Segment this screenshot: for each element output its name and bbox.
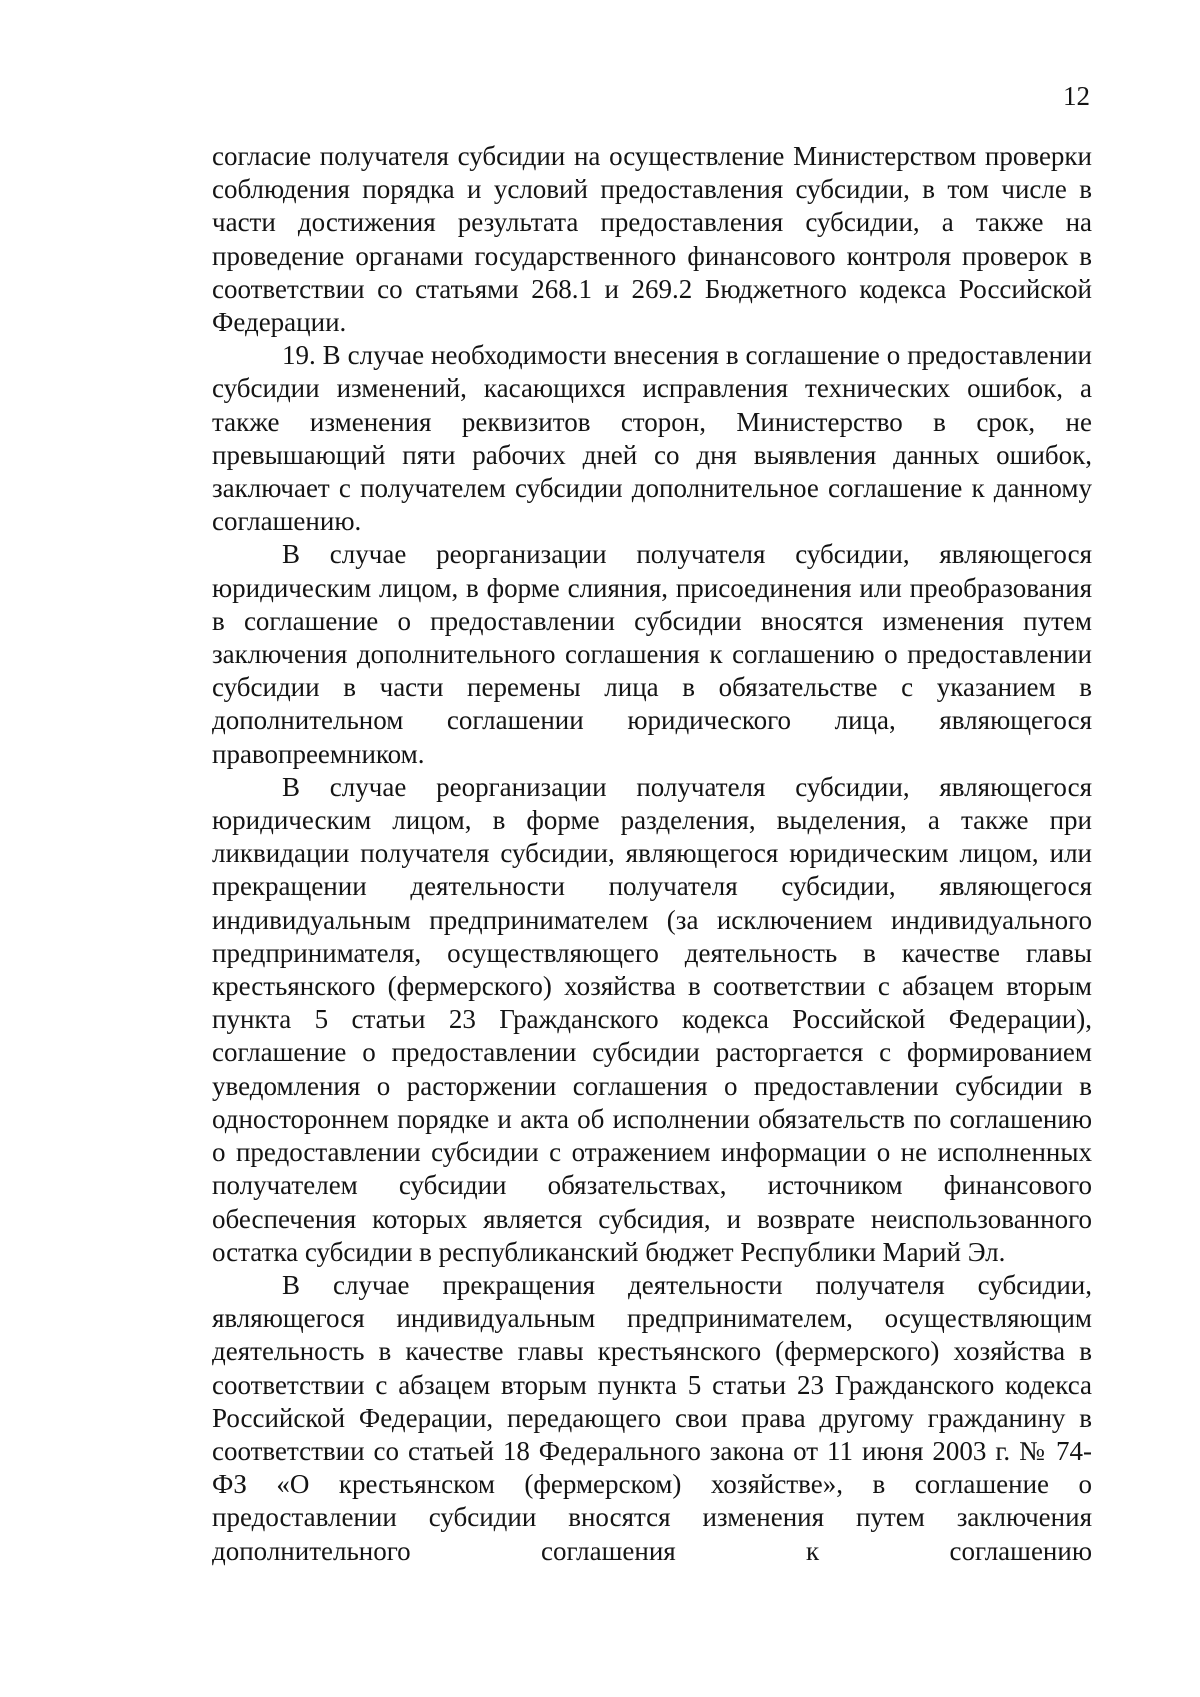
page-number: 12 bbox=[1063, 81, 1090, 111]
paragraph-19-corrections: 19. В случае необходимости внесения в соглашение о предоставлении субсидии изменений, касающихся исправления технических ошибок, а также изменения реквизитов сторон, Министерство в срок, не превышающий пяти рабочих дней со дня выявления данных ошибок, заключает с получателем субсидии дополнительное соглашение к данному соглашению. bbox=[212, 340, 1092, 537]
paragraph-reorganization-merger: В случае реорганизации получателя субсидии, являющегося юридическим лицом, в форме слияния, присоединения или преобразования в соглашение о предоставлении субсидии вносятся изменения путем заключения дополнительного соглашения к соглашению о предоставлении субсидии в части перемены лица в обязательстве с указанием в дополнительном соглашении юридического лица, являющегося правопреемником. bbox=[212, 539, 1092, 769]
paragraph-consent-continuation: согласие получателя субсидии на осуществление Министерством проверки соблюдения порядка и условий предоставления субсидии, в том числе в части достижения результата предоставления субсидии, а также на проведение органами государственного финансового контроля проверок в соответствии со статьями 268.1 и 269.2 Бюджетного кодекса Российской Федерации. bbox=[212, 141, 1092, 338]
paragraph-reorganization-division: В случае реорганизации получателя субсидии, являющегося юридическим лицом, в форме разделения, выделения, а также при ликвидации получателя субсидии, являющегося юридическим лицом, или прекращении деятельности получателя субсидии, являющегося индивидуальным предпринимателем (за исключением индивидуального предпринимателя, осуществляющего деятельность в качестве главы крестьянского (фермерского) хозяйства в соответствии с абзацем вторым пункта 5 статьи 23 Гражданского кодекса Российской Федерации), соглашение о предоставлении субсидии расторгается с формированием уведомления о расторжении соглашения о предоставлении субсидии в одностороннем порядке и акта об исполнении обязательств по соглашению о предоставлении субсидии с отражением информации о не исполненных получателем субсидии обязательствах, источником финансового обеспечения которых является субсидия, и возврате неиспользованного остатка субсидии в республиканский бюджет Республики Марий Эл. bbox=[212, 771, 1092, 1267]
paragraph-farm-head-termination: В случае прекращения деятельности получателя субсидии, являющегося индивидуальным предпринимателем, осуществляющим деятельность в качестве главы крестьянского (фермерского) хозяйства в соответствии с абзацем вторым пункта 5 статьи 23 Гражданского кодекса Российской Федерации, передающего свои права другому гражданину в соответствии со статьей 18 Федерального закона от 11 июня 2003 г. № 74-ФЗ «О крестьянском (фермерском) хозяйстве», в соглашение о предоставлении субсидии вносятся изменения путем заключения дополнительного соглашения к соглашению bbox=[212, 1269, 1092, 1566]
document-body bbox=[212, 140, 1092, 1568]
